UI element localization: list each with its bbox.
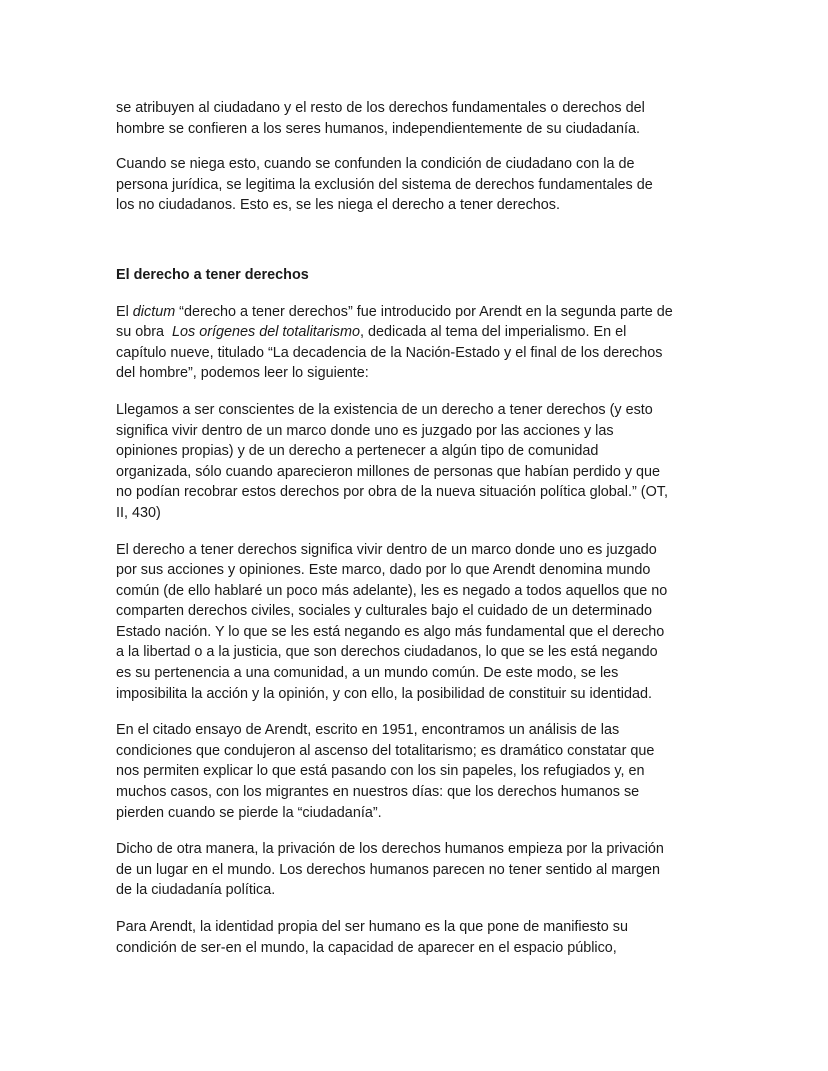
text-line: Llegamos a ser conscientes de la existencia de un derecho a tener derechos (y esto — [116, 401, 653, 418]
text-line: los no ciudadanos. Esto es, se les niega el derecho a tener derechos. — [116, 197, 560, 214]
text-run: “derecho a tener derechos” fue introducido por Arendt en la segunda parte de — [175, 303, 673, 320]
text-line: de la ciudadanía política. — [116, 882, 276, 899]
text-line: Estado nación. Y lo que se les está negando es algo más fundamental que el derecho — [116, 623, 665, 640]
text-run: su obra — [116, 324, 172, 341]
section-heading: El derecho a tener derechos — [116, 266, 309, 283]
text-line: condiciones que condujeron al ascenso del totalitarismo; es dramático constatar que — [116, 742, 655, 759]
text-line: II, 430) — [116, 504, 161, 521]
document-page — [116, 98, 716, 958]
text-line: pierden cuando se pierde la “ciudadanía”. — [116, 804, 382, 821]
text-line: persona jurídica, se legitima la exclusión del sistema de derechos fundamentales de — [116, 176, 653, 193]
text-line: común (de ello hablaré un poco más adelante), les es negado a todos aquellos que no — [116, 582, 668, 599]
text-run: El — [116, 303, 133, 320]
paragraph-6 — [116, 720, 716, 823]
text-line: Para Arendt, la identidad propia del ser humano es la que pone de manifiesto su — [116, 919, 629, 935]
text-line: imposibilita la acción y la opinión, y con ello, la posibilidad de constituir su identidad. — [116, 685, 652, 702]
text-line: Cuando se niega esto, cuando se confunden la condición de ciudadano con la de — [116, 156, 635, 173]
text-line — [116, 302, 716, 323]
text-line: del hombre”, podemos leer lo siguiente: — [116, 365, 369, 382]
paragraph-5 — [116, 540, 716, 705]
text-line: comparten derechos civiles, sociales y culturales bajo el cuidado de un determinado — [116, 603, 652, 620]
italic-term: dictum — [132, 303, 176, 320]
paragraph-2 — [116, 154, 716, 216]
text-line: Dicho de otra manera, la privación de los derechos humanos empieza por la privación — [116, 841, 664, 858]
text-line: por sus acciones y opiniones. Este marco, dado por lo que Arendt denomina mundo — [116, 562, 651, 579]
paragraph-3 — [116, 302, 716, 384]
text-line: capítulo nueve, titulado “La decadencia de la Nación-Estado y el final de los derechos — [116, 344, 663, 361]
text-line: de un lugar en el mundo. Los derechos humanos parecen no tener sentido al margen — [116, 861, 661, 878]
paragraph-7 — [116, 839, 716, 901]
text-line: es su pertenencia a una comunidad, a un mundo común. De este modo, se les — [116, 665, 619, 682]
text-line: nos permiten explicar lo que está pasando con los sin papeles, los refugiados y, en — [116, 763, 645, 780]
text-line: condición de ser-en el mundo, la capacidad de aparecer en el espacio público, — [116, 939, 617, 956]
paragraph-quote — [116, 400, 716, 524]
paragraph-8 — [116, 917, 716, 958]
text-line: muchos casos, con los migrantes en nuestros días: que los derechos humanos se — [116, 784, 640, 801]
text-run: , dedicada al tema del imperialismo. En el — [359, 324, 627, 341]
text-line — [116, 322, 716, 343]
text-line: significa vivir dentro de un marco donde uno es juzgado por las acciones y las — [116, 422, 614, 439]
paragraph-1 — [116, 98, 716, 139]
text-line: opiniones propias) y de un derecho a pertenecer a algún tipo de comunidad — [116, 443, 599, 460]
text-line: El derecho a tener derechos significa vivir dentro de un marco donde uno es juzgado — [116, 541, 657, 558]
text-line: organizada, sólo cuando aparecieron millones de personas que habían perdido y que — [116, 463, 661, 480]
text-line: no podían recobrar estos derechos por obra de la nueva situación política global.” (OT, — [116, 484, 668, 501]
text-line: hombre se confieren a los seres humanos, independientemente de su ciudadanía. — [116, 120, 641, 137]
text-line: a la libertad o a la justicia, que son derechos ciudadanos, lo que se les está negando — [116, 644, 658, 661]
text-line: se atribuyen al ciudadano y el resto de los derechos fundamentales o derechos del — [116, 100, 645, 116]
italic-book-title: Los orígenes del totalitarismo — [172, 324, 360, 341]
text-line: En el citado ensayo de Arendt, escrito en 1951, encontramos un análisis de las — [116, 722, 620, 739]
